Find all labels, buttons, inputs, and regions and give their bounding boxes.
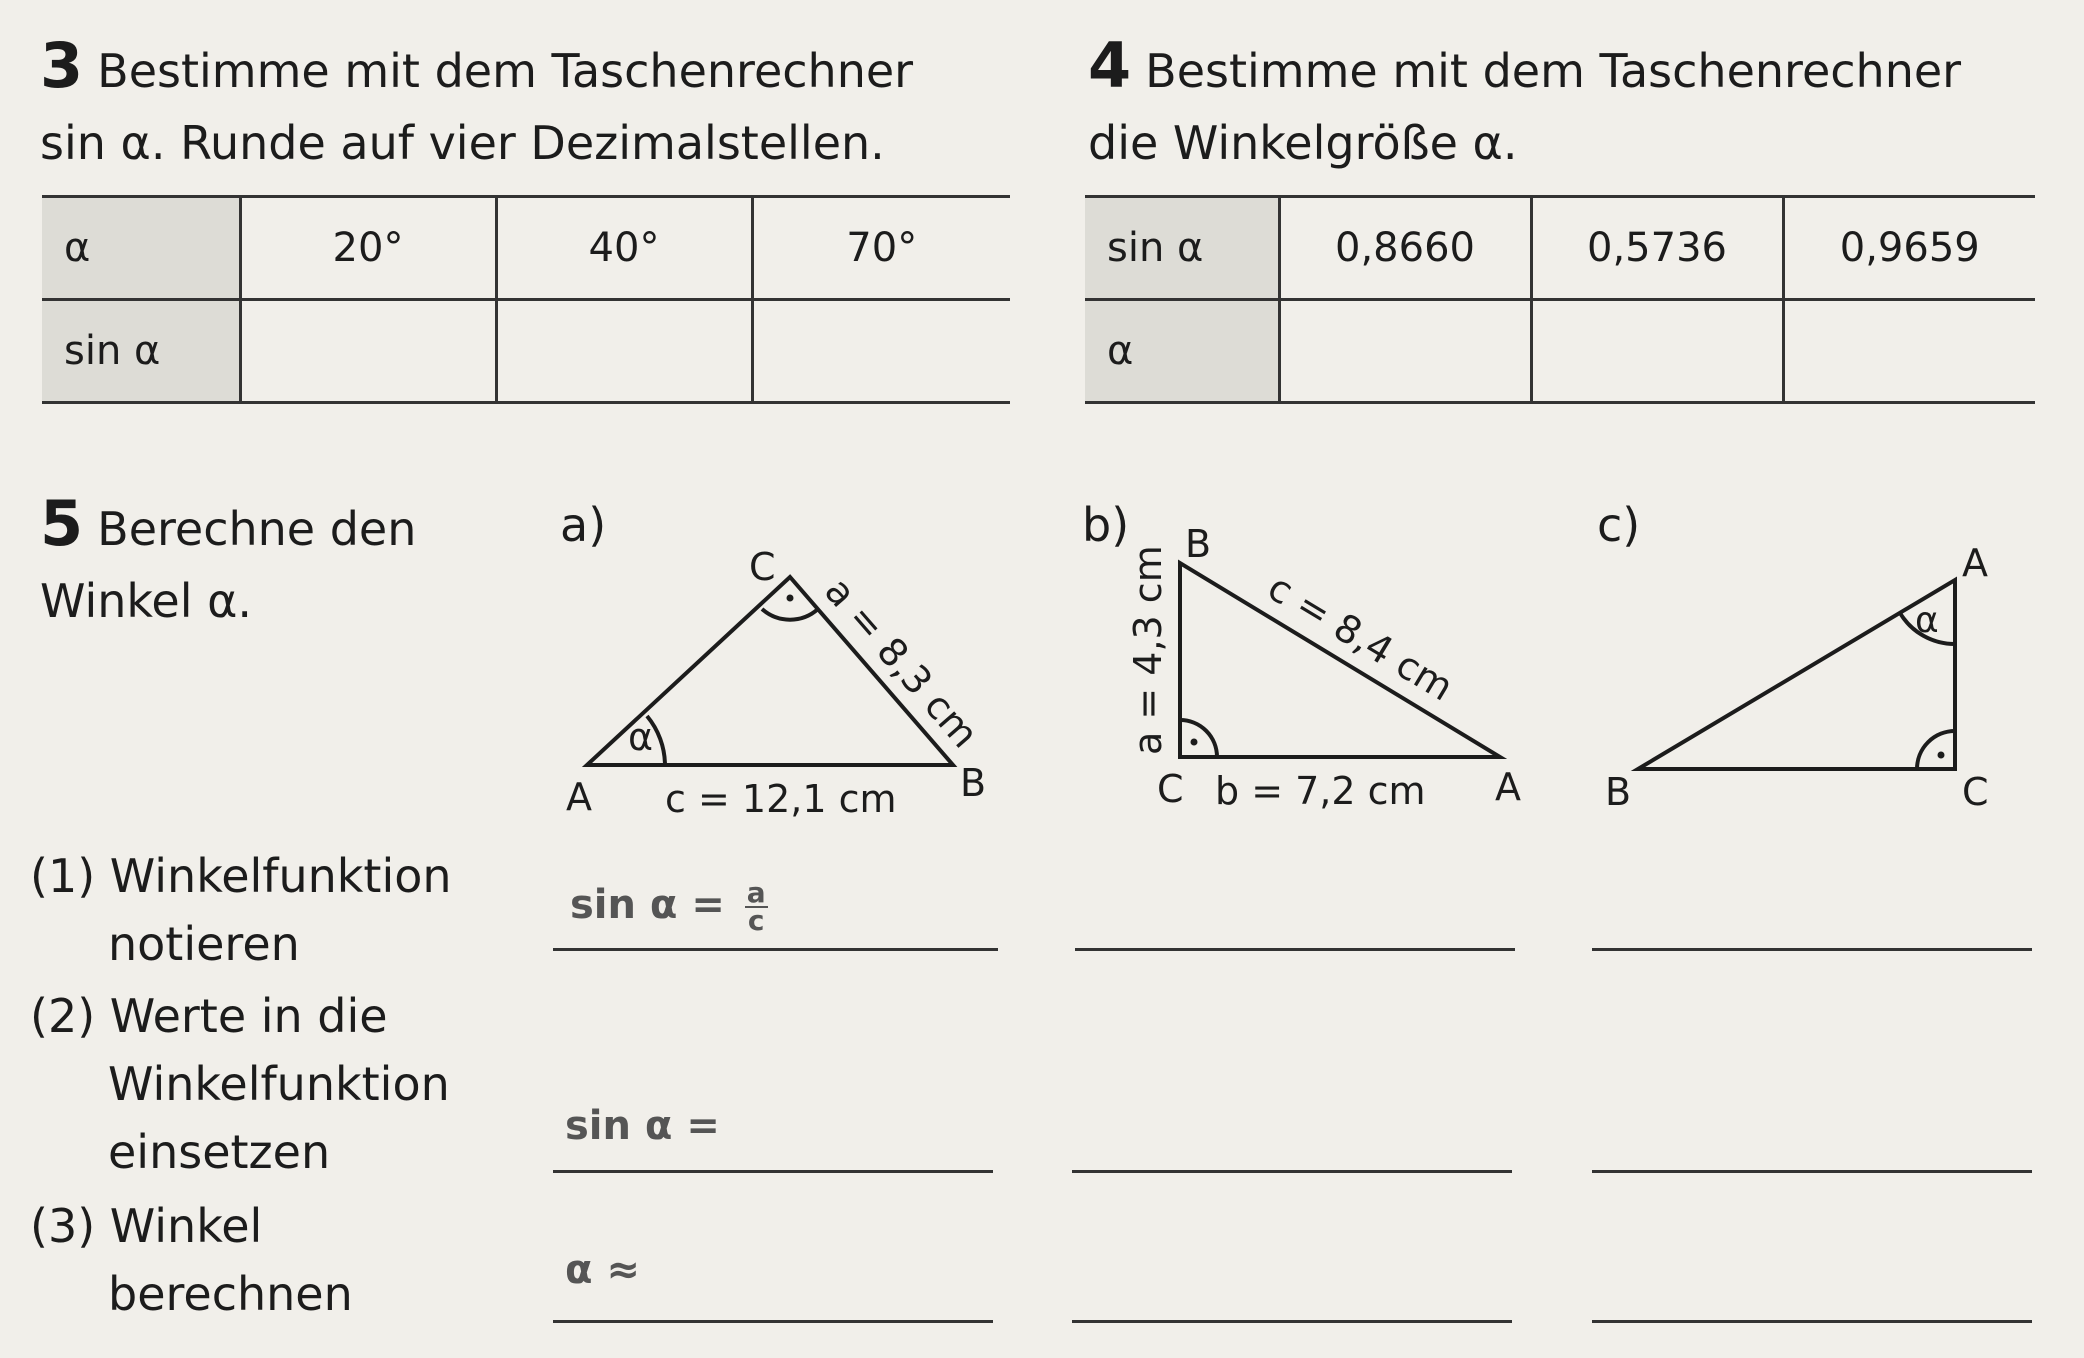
triangle-a-side-a: a = 8,3 cm (816, 569, 988, 757)
task3-angle-cell: 20° (240, 197, 496, 300)
triangle-b-vertex-a: A (1495, 765, 1521, 809)
part-b-label: b) (1082, 498, 1130, 552)
answer-line-a-1[interactable] (553, 948, 998, 951)
triangle-a-vertex-a: A (566, 775, 592, 819)
answer-a-line1-text (570, 876, 768, 937)
task5-line1: Berechne den (97, 502, 417, 556)
answer-line-b-1[interactable] (1075, 948, 1515, 951)
triangle-a-vertex-c: C (749, 545, 776, 589)
triangle-b (1180, 563, 1500, 757)
task4-value-cell: 0,8660 (1279, 197, 1531, 300)
answer-line-c-3[interactable] (1592, 1320, 2032, 1323)
step-2-line2: Winkelfunktion (108, 1057, 450, 1111)
answer-a-line2-text: sin α = (565, 1103, 720, 1149)
task5-number: 5 (40, 487, 84, 560)
answer-a-line3-text: α ≈ (565, 1247, 640, 1293)
task3-line2: sin α. Runde auf vier Dezimalstellen. (40, 116, 885, 170)
step-3-line2: berechnen (108, 1267, 353, 1321)
task4-row2-label: α (1085, 300, 1279, 403)
step-2 (30, 982, 450, 1186)
triangle-b-side-b: b = 7,2 cm (1215, 769, 1426, 813)
answer-a-line1-prefix: sin α = (570, 882, 725, 928)
task3-angle-cell: 40° (496, 197, 752, 300)
fraction-denominator: c (747, 904, 765, 937)
task5-line2: Winkel α. (40, 574, 253, 628)
task3-number: 3 (40, 29, 84, 102)
answer-line-c-2[interactable] (1592, 1170, 2032, 1173)
answer-line-b-3[interactable] (1072, 1320, 1512, 1323)
step-2-line1: (2) Werte in die (30, 989, 388, 1043)
triangle-c-angle: α (1915, 600, 1939, 641)
task4-line2: die Winkelgröße α. (1088, 116, 1518, 170)
part-a-label: a) (560, 498, 607, 552)
answer-line-a-3[interactable] (553, 1320, 993, 1323)
step-2-line3: einsetzen (108, 1125, 331, 1179)
step-1-line1: (1) Winkelfunktion (30, 849, 452, 903)
task3-row2-label: sin α (42, 300, 240, 403)
triangle-a-vertex-b: B (960, 761, 987, 805)
step-1-line2: notieren (108, 917, 300, 971)
step-3-line1: (3) Winkel (30, 1199, 263, 1253)
task3-angle-cell: 70° (752, 197, 1010, 300)
answer-line-c-1[interactable] (1592, 948, 2032, 951)
task4-value-cell: 0,9659 (1783, 197, 2035, 300)
answer-line-a-2[interactable] (553, 1170, 993, 1173)
triangle-a-angle: α (628, 715, 654, 759)
step-1 (30, 842, 452, 978)
triangle-c-vertex-b: B (1605, 770, 1632, 814)
triangle-b-vertex-b: B (1185, 522, 1212, 566)
fraction (745, 876, 768, 937)
fraction-numerator: a (746, 876, 766, 909)
part-c-label: c) (1597, 498, 1641, 552)
triangle-b-side-c: c = 8,4 cm (1260, 564, 1461, 710)
triangle-c (1638, 580, 1955, 769)
task4-number: 4 (1088, 29, 1132, 102)
step-3 (30, 1192, 353, 1328)
task3-row1-label: α (42, 197, 240, 300)
answer-line-b-2[interactable] (1072, 1170, 1512, 1173)
task4-row1-label: sin α (1085, 197, 1279, 300)
task3-line1: Bestimme mit dem Taschenrechner (97, 44, 914, 98)
triangle-c-vertex-a: A (1962, 541, 1988, 585)
task4-line1: Bestimme mit dem Taschenrechner (1145, 44, 1962, 98)
triangle-b-side-a: a = 4,3 cm (1126, 545, 1170, 755)
triangle-a-side-c: c = 12,1 cm (665, 777, 897, 821)
triangle-b-vertex-c: C (1157, 767, 1184, 811)
task4-value-cell: 0,5736 (1531, 197, 1783, 300)
triangle-c-vertex-c: C (1962, 770, 1989, 814)
